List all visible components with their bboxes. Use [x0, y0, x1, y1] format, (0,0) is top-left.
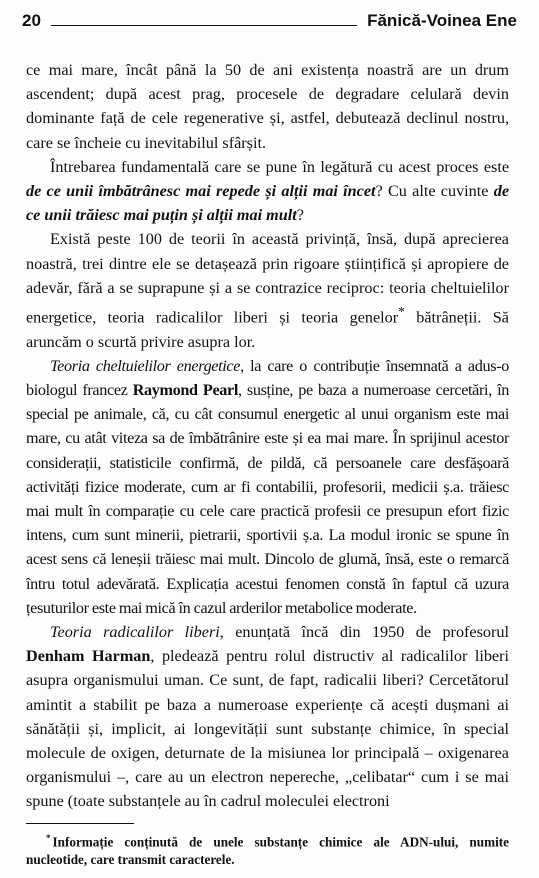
- footnote: [26, 829, 509, 869]
- p3-text-1: Există peste 100 de teorii în această privință, însă, după aprecierea noastră, trei dintre ele se detașează prin rigoare științifică și apropiere de adevăr, fără a se suprapune și a se contrazice reciproc: teoria cheltuielilor energetice, teoria radicalilor liberi și teoria genelor: [26, 230, 509, 327]
- paragraph-5: [26, 620, 509, 814]
- p4-text-1: , la care o contribuție însemnată a adus-o biologul francez: [26, 356, 509, 400]
- p4-person-name: Raymond Pearl: [132, 381, 238, 400]
- body-text: [26, 58, 509, 814]
- paragraph-2: [26, 155, 509, 228]
- footnote-reference: *: [398, 304, 405, 320]
- paragraph-3: [26, 227, 509, 353]
- header-rule: [51, 25, 357, 26]
- p5-text-2: , pledează pentru rolul distructiv al radicalilor liberi asupra organismului uman. Ce sunt, de fapt, radicalii liberi? Cercetătorul amintit a stabilit pe baza a numeroase experiențe că acești dușmani ai sănătății și, implicit, ai longevității sunt substanțe chimice, în special molecule de oxigen, deturnate de la misiunea lor principală – oxigenarea organismului –, care au un electron neperechе, „celibatar“ cum i se mai spune (toate substanțele au în cadrul moleculei electroni: [26, 647, 509, 811]
- p5-theory-name: Teoria radicalilor liberi: [50, 623, 220, 642]
- p5-text-1: , enunțată încă din 1950 de profesorul: [219, 623, 509, 642]
- footnote-rule: [26, 823, 134, 824]
- paragraph-1: ce mai mare, încât până la 50 de ani existența noastră are un drum ascendent; după acest prag, procesele de degradare celulară devin dominante față de cele regenerative și, astfel, debutează declinul nostru, care se încheie cu inevitabilul sfârșit.: [26, 61, 509, 152]
- footnote-text: Informație conținută de unele substanțe chimice ale ADN-ului, numite nucleotide, care transmit caracterele.: [26, 834, 509, 868]
- p2-text-3: ?: [296, 206, 304, 225]
- running-header: [22, 8, 517, 34]
- p3-text-2: bătrâneții. Să aruncăm o scurtă privire asupra lor.: [26, 308, 509, 351]
- p2-text-1: Întrebarea fundamentală care se pune în legătură cu acest proces este: [50, 157, 509, 176]
- paragraph-4: [26, 354, 509, 620]
- p2-text-2: ? Cu alte cuvinte: [375, 182, 494, 201]
- p2-emphasis-1: de ce unii îmbătrânesc mai repede și alții mai încet: [26, 182, 376, 201]
- p2-emphasis-2: de ce unii trăiesc mai puțin și alții mai mult: [26, 182, 510, 225]
- running-author: Fănică-Voinea Ene: [367, 11, 517, 30]
- p5-person-name: Denham Harman: [26, 647, 151, 666]
- p4-theory-name: Teoria cheltuielilor energetice: [50, 356, 241, 375]
- footnote-mark: *: [46, 833, 51, 843]
- p4-text-2: , susține, pe baza a numeroase cercetări, în special pe animale, că, cu cât consumul energetic al unui organism este mai mare, cu atât viteza sa de îmbătrânire este și ea mai mare. În sprijinul acestor considerații, statisticile confirmă, de pildă, că persoanele care desfășoară activități fizice moderate, cum ar fi contabilii, profesorii, medicii ș.a. trăiesc mai mult în comparație cu cele care practică profesii ce presupun efort fizic intens, cum sunt minerii, pietrarii, sportivii ș.a. La modul ironic se spune în acest sens că leneșii trăiesc mai mult. Dincolo de glumă, însă, este o remarcă întru totul adevărată. Explicația acestui fenomen constă în faptul că uzura țesuturilor este mai mică în cazul arderilor metabolice moderate.: [26, 381, 509, 617]
- page-number: 20: [22, 11, 41, 30]
